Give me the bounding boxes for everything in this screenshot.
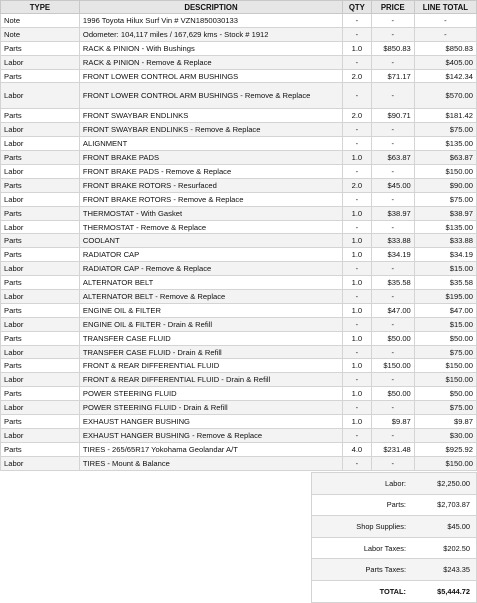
cell-price: $34.19 bbox=[371, 248, 414, 262]
total-row bbox=[311, 472, 477, 495]
cell-type: Parts bbox=[1, 303, 80, 317]
table-row bbox=[1, 276, 477, 290]
total-label: Labor Taxes: bbox=[363, 543, 406, 553]
table-row bbox=[1, 248, 477, 262]
cell-description: ALTERNATOR BELT bbox=[79, 276, 342, 290]
cell-price: - bbox=[371, 83, 414, 109]
total-value: $2,703.87 bbox=[437, 500, 470, 510]
cell-qty: - bbox=[343, 456, 372, 470]
total-value: $5,444.72 bbox=[437, 586, 470, 596]
cell-price: $47.00 bbox=[371, 303, 414, 317]
cell-qty: 4.0 bbox=[343, 442, 372, 456]
cell-price: - bbox=[371, 373, 414, 387]
cell-qty: 1.0 bbox=[343, 387, 372, 401]
table-row bbox=[1, 345, 477, 359]
column-header-line-total: LINE TOTAL bbox=[414, 1, 476, 14]
table-row bbox=[1, 290, 477, 304]
cell-price: $150.00 bbox=[371, 359, 414, 373]
cell-qty: 1.0 bbox=[343, 41, 372, 55]
cell-qty: - bbox=[343, 373, 372, 387]
cell-qty: - bbox=[343, 123, 372, 137]
table-row bbox=[1, 137, 477, 151]
cell-price: $231.48 bbox=[371, 442, 414, 456]
cell-qty: 1.0 bbox=[343, 359, 372, 373]
cell-price: - bbox=[371, 262, 414, 276]
cell-description: FRONT BRAKE ROTORS - Resurfaced bbox=[79, 178, 342, 192]
table-body bbox=[1, 14, 477, 471]
column-header-price: PRICE bbox=[371, 1, 414, 14]
cell-type: Labor bbox=[1, 262, 80, 276]
table-row bbox=[1, 262, 477, 276]
cell-line-total: $34.19 bbox=[414, 248, 476, 262]
table-row bbox=[1, 123, 477, 137]
cell-type: Parts bbox=[1, 331, 80, 345]
cell-line-total: $150.00 bbox=[414, 373, 476, 387]
cell-description: EXHAUST HANGER BUSHING bbox=[79, 415, 342, 429]
cell-type: Parts bbox=[1, 276, 80, 290]
cell-line-total: $150.00 bbox=[414, 359, 476, 373]
cell-line-total: $35.58 bbox=[414, 276, 476, 290]
table-row bbox=[1, 317, 477, 331]
cell-qty: 2.0 bbox=[343, 69, 372, 83]
cell-description: COOLANT bbox=[79, 234, 342, 248]
table-row bbox=[1, 151, 477, 165]
cell-price: $33.88 bbox=[371, 234, 414, 248]
cell-qty: - bbox=[343, 290, 372, 304]
cell-description: FRONT LOWER CONTROL ARM BUSHINGS - Remove & Replace bbox=[79, 83, 342, 109]
cell-price: $90.71 bbox=[371, 109, 414, 123]
table-row bbox=[1, 359, 477, 373]
cell-price: $9.87 bbox=[371, 415, 414, 429]
cell-type: Parts bbox=[1, 415, 80, 429]
cell-description: FRONT & REAR DIFFERENTIAL FLUID bbox=[79, 359, 342, 373]
cell-line-total: $150.00 bbox=[414, 165, 476, 179]
cell-line-total: $9.87 bbox=[414, 415, 476, 429]
cell-price: $850.83 bbox=[371, 41, 414, 55]
table-header-row bbox=[1, 1, 477, 14]
cell-line-total: $63.87 bbox=[414, 151, 476, 165]
cell-qty: 1.0 bbox=[343, 234, 372, 248]
cell-line-total: $47.00 bbox=[414, 303, 476, 317]
cell-description: 1996 Toyota Hilux Surf Vin # VZN1850030133 bbox=[79, 14, 342, 28]
table-row bbox=[1, 415, 477, 429]
cell-description: FRONT & REAR DIFFERENTIAL FLUID - Drain & Refill bbox=[79, 373, 342, 387]
cell-qty: - bbox=[343, 14, 372, 28]
cell-qty: - bbox=[343, 137, 372, 151]
total-value: $202.50 bbox=[443, 543, 470, 553]
total-label: Parts Taxes: bbox=[365, 565, 406, 575]
cell-line-total: $405.00 bbox=[414, 55, 476, 69]
cell-line-total: $195.00 bbox=[414, 290, 476, 304]
cell-price: $50.00 bbox=[371, 387, 414, 401]
cell-line-total: $181.42 bbox=[414, 109, 476, 123]
cell-type: Parts bbox=[1, 109, 80, 123]
cell-price: - bbox=[371, 123, 414, 137]
cell-description: Odometer: 104,117 miles / 167,629 kms - Stock # 1912 bbox=[79, 27, 342, 41]
cell-qty: 1.0 bbox=[343, 331, 372, 345]
table-row bbox=[1, 206, 477, 220]
cell-type: Labor bbox=[1, 317, 80, 331]
cell-line-total: $75.00 bbox=[414, 345, 476, 359]
cell-type: Note bbox=[1, 27, 80, 41]
cell-type: Labor bbox=[1, 290, 80, 304]
cell-price: $38.97 bbox=[371, 206, 414, 220]
table-row bbox=[1, 14, 477, 28]
total-row bbox=[311, 559, 477, 581]
cell-type: Labor bbox=[1, 55, 80, 69]
cell-type: Parts bbox=[1, 206, 80, 220]
cell-line-total: - bbox=[414, 14, 476, 28]
cell-type: Labor bbox=[1, 220, 80, 234]
cell-description: FRONT SWAYBAR ENDLINKS - Remove & Replace bbox=[79, 123, 342, 137]
cell-description: FRONT BRAKE PADS - Remove & Replace bbox=[79, 165, 342, 179]
total-label: Shop Supplies: bbox=[356, 521, 406, 531]
cell-price: - bbox=[371, 290, 414, 304]
cell-type: Parts bbox=[1, 359, 80, 373]
cell-type: Labor bbox=[1, 428, 80, 442]
table-row bbox=[1, 234, 477, 248]
cell-line-total: $50.00 bbox=[414, 387, 476, 401]
cell-type: Parts bbox=[1, 442, 80, 456]
cell-line-total: $33.88 bbox=[414, 234, 476, 248]
cell-type: Note bbox=[1, 14, 80, 28]
cell-description: THERMOSTAT - Remove & Replace bbox=[79, 220, 342, 234]
cell-description: FRONT LOWER CONTROL ARM BUSHINGS bbox=[79, 69, 342, 83]
cell-qty: - bbox=[343, 428, 372, 442]
table-row bbox=[1, 428, 477, 442]
cell-type: Parts bbox=[1, 69, 80, 83]
total-value: $45.00 bbox=[447, 521, 470, 531]
totals-summary bbox=[311, 472, 477, 603]
cell-qty: - bbox=[343, 345, 372, 359]
cell-qty: 1.0 bbox=[343, 206, 372, 220]
grand-total-row bbox=[311, 581, 477, 603]
cell-description: RACK & PINION - Remove & Replace bbox=[79, 55, 342, 69]
cell-line-total: $75.00 bbox=[414, 192, 476, 206]
cell-price: - bbox=[371, 27, 414, 41]
cell-price: - bbox=[371, 192, 414, 206]
cell-line-total: $50.00 bbox=[414, 331, 476, 345]
cell-qty: - bbox=[343, 317, 372, 331]
column-header-type: TYPE bbox=[1, 1, 80, 14]
cell-type: Labor bbox=[1, 137, 80, 151]
table-row bbox=[1, 220, 477, 234]
cell-line-total: - bbox=[414, 27, 476, 41]
cell-line-total: $38.97 bbox=[414, 206, 476, 220]
cell-price: - bbox=[371, 345, 414, 359]
cell-line-total: $15.00 bbox=[414, 317, 476, 331]
cell-description: TIRES - Mount & Balance bbox=[79, 456, 342, 470]
cell-description: TRANSFER CASE FLUID - Drain & Refill bbox=[79, 345, 342, 359]
total-row bbox=[311, 495, 477, 517]
table-row bbox=[1, 109, 477, 123]
cell-qty: 2.0 bbox=[343, 109, 372, 123]
table-row bbox=[1, 41, 477, 55]
cell-qty: 1.0 bbox=[343, 151, 372, 165]
cell-qty: - bbox=[343, 55, 372, 69]
cell-qty: - bbox=[343, 220, 372, 234]
cell-price: $63.87 bbox=[371, 151, 414, 165]
cell-type: Labor bbox=[1, 401, 80, 415]
table-row bbox=[1, 83, 477, 109]
cell-price: - bbox=[371, 428, 414, 442]
table-row bbox=[1, 373, 477, 387]
cell-description: RADIATOR CAP - Remove & Replace bbox=[79, 262, 342, 276]
cell-description: POWER STEERING FLUID - Drain & Refill bbox=[79, 401, 342, 415]
cell-type: Labor bbox=[1, 345, 80, 359]
table-row bbox=[1, 55, 477, 69]
cell-type: Parts bbox=[1, 151, 80, 165]
cell-qty: - bbox=[343, 27, 372, 41]
cell-line-total: $15.00 bbox=[414, 262, 476, 276]
table-row bbox=[1, 303, 477, 317]
cell-line-total: $75.00 bbox=[414, 123, 476, 137]
cell-description: ALIGNMENT bbox=[79, 137, 342, 151]
table-row bbox=[1, 456, 477, 470]
total-row bbox=[311, 516, 477, 538]
cell-type: Labor bbox=[1, 373, 80, 387]
cell-type: Labor bbox=[1, 83, 80, 109]
cell-qty: - bbox=[343, 165, 372, 179]
cell-type: Parts bbox=[1, 248, 80, 262]
cell-description: EXHAUST HANGER BUSHING - Remove & Replace bbox=[79, 428, 342, 442]
cell-description: TRANSFER CASE FLUID bbox=[79, 331, 342, 345]
cell-qty: 1.0 bbox=[343, 303, 372, 317]
cell-type: Labor bbox=[1, 123, 80, 137]
cell-line-total: $850.83 bbox=[414, 41, 476, 55]
cell-price: - bbox=[371, 14, 414, 28]
total-value: $2,250.00 bbox=[437, 478, 470, 488]
cell-price: - bbox=[371, 456, 414, 470]
table-row bbox=[1, 387, 477, 401]
cell-type: Labor bbox=[1, 165, 80, 179]
cell-price: - bbox=[371, 401, 414, 415]
cell-price: $45.00 bbox=[371, 178, 414, 192]
total-row bbox=[311, 538, 477, 560]
cell-description: RACK & PINION - With Bushings bbox=[79, 41, 342, 55]
total-label: Labor: bbox=[385, 478, 406, 488]
cell-line-total: $142.34 bbox=[414, 69, 476, 83]
cell-description: FRONT BRAKE PADS bbox=[79, 151, 342, 165]
cell-description: FRONT SWAYBAR ENDLINKS bbox=[79, 109, 342, 123]
cell-line-total: $75.00 bbox=[414, 401, 476, 415]
cell-qty: 2.0 bbox=[343, 178, 372, 192]
cell-type: Labor bbox=[1, 456, 80, 470]
cell-qty: 1.0 bbox=[343, 415, 372, 429]
cell-qty: 1.0 bbox=[343, 248, 372, 262]
total-value: $243.35 bbox=[443, 565, 470, 575]
cell-description: ENGINE OIL & FILTER bbox=[79, 303, 342, 317]
table-row bbox=[1, 27, 477, 41]
table-row bbox=[1, 331, 477, 345]
cell-line-total: $570.00 bbox=[414, 83, 476, 109]
cell-description: ENGINE OIL & FILTER - Drain & Refill bbox=[79, 317, 342, 331]
column-header-qty: QTY bbox=[343, 1, 372, 14]
cell-qty: - bbox=[343, 192, 372, 206]
table-row bbox=[1, 442, 477, 456]
cell-line-total: $135.00 bbox=[414, 220, 476, 234]
table-row bbox=[1, 69, 477, 83]
cell-description: TIRES - 265/65R17 Yokohama Geolandar A/T bbox=[79, 442, 342, 456]
total-label: Parts: bbox=[386, 500, 406, 510]
cell-description: FRONT BRAKE ROTORS - Remove & Replace bbox=[79, 192, 342, 206]
table-row bbox=[1, 165, 477, 179]
cell-type: Labor bbox=[1, 192, 80, 206]
cell-type: Parts bbox=[1, 387, 80, 401]
cell-price: - bbox=[371, 55, 414, 69]
cell-line-total: $90.00 bbox=[414, 178, 476, 192]
cell-line-total: $150.00 bbox=[414, 456, 476, 470]
cell-type: Parts bbox=[1, 178, 80, 192]
cell-line-total: $30.00 bbox=[414, 428, 476, 442]
table-row bbox=[1, 178, 477, 192]
cell-description: RADIATOR CAP bbox=[79, 248, 342, 262]
cell-qty: - bbox=[343, 401, 372, 415]
total-label: TOTAL: bbox=[379, 586, 406, 596]
cell-type: Parts bbox=[1, 234, 80, 248]
cell-type: Parts bbox=[1, 41, 80, 55]
cell-price: - bbox=[371, 165, 414, 179]
cell-price: $35.58 bbox=[371, 276, 414, 290]
column-header-description: DESCRIPTION bbox=[79, 1, 342, 14]
cell-price: - bbox=[371, 220, 414, 234]
cell-line-total: $925.92 bbox=[414, 442, 476, 456]
cell-description: ALTERNATOR BELT - Remove & Replace bbox=[79, 290, 342, 304]
cell-price: $50.00 bbox=[371, 331, 414, 345]
cell-line-total: $135.00 bbox=[414, 137, 476, 151]
cell-qty: - bbox=[343, 83, 372, 109]
cell-description: THERMOSTAT - With Gasket bbox=[79, 206, 342, 220]
cell-description: POWER STEERING FLUID bbox=[79, 387, 342, 401]
table-row bbox=[1, 401, 477, 415]
cell-price: - bbox=[371, 137, 414, 151]
cell-qty: 1.0 bbox=[343, 276, 372, 290]
table-row bbox=[1, 192, 477, 206]
cell-qty: - bbox=[343, 262, 372, 276]
cell-price: $71.17 bbox=[371, 69, 414, 83]
cell-price: - bbox=[371, 317, 414, 331]
